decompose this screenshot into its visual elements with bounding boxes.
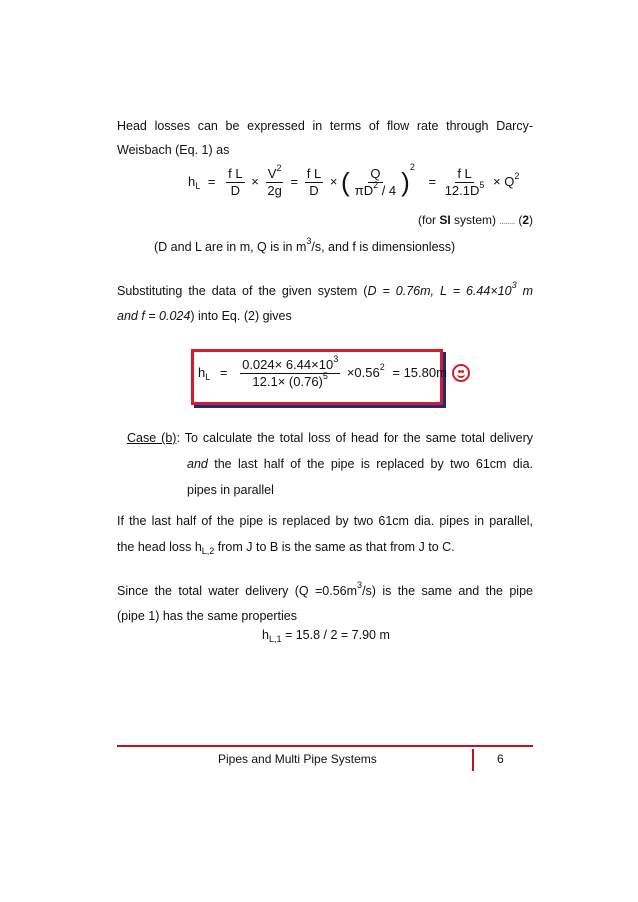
eq1-lhs: $h_L$: [188, 173, 201, 191]
eq1-label: (for SI system) ........ (2): [418, 213, 533, 227]
para4-line1: Since the total water delivery $(Q =0.56m^3/s)$ is the same and the pipe: [117, 580, 533, 598]
eq1-term1: $\frac{\text{f L}}{D}$: [228, 166, 243, 198]
para3-line1: If the last half of the pipe is replaced by two 61cm dia. pipes in parallel,: [117, 514, 533, 528]
eq2-lhs: $h_L$: [198, 364, 211, 382]
case-b-line2: and the last half of the pipe is replaced by two 61cm dia.: [187, 457, 533, 471]
smiley-icon: [452, 364, 470, 382]
eq1-term2: $\frac{V^2}{2g}$: [267, 163, 282, 198]
eq2-fraction: $\frac{0.024\times 6.44\times 10^3}{12.1\times (0.76)^5}$: [242, 354, 339, 389]
para2-line1: Substituting the data of the given system (D = 0.76m, $L = 6.44\times 10^3$ m: [117, 280, 533, 298]
case-b-line3: pipes in parallel: [187, 483, 274, 497]
eq1-term5: $\frac{\text{f L}}{12.1D^5}$: [444, 166, 485, 198]
para1-line2: Weisbach (Eq. 1) as: [117, 143, 230, 157]
footer-title: Pipes and Multi Pipe Systems: [218, 752, 377, 766]
footer-rule: [117, 745, 533, 747]
para1-line1: Head losses can be expressed in terms of flow rate through Darcy-: [117, 119, 533, 133]
footer-divider: [472, 749, 474, 771]
equation-3: $h_{L,1} = 15.8 / 2 = 7.90$ m: [262, 628, 390, 644]
equation-1: $h_L$ = $\frac{\text{f L}}{D}$ × $\frac{V^2}{2g}$ = $\frac{\text{f L}}{D}$ × ( $\frac{Q}{\pi D^2 / 4}$ )$^2$ = $\frac{\text{f L}}{12.1D^5}$ × $Q^2$: [188, 161, 520, 198]
eq1-term4: $\frac{Q}{\pi D^2 / 4}$: [354, 166, 397, 198]
para3-line2: the head loss $h_{L,2}$ from J to B is the same as that from J to C.: [117, 540, 455, 556]
equation-2: $h_L$ = $\frac{0.024\times 6.44\times 10^3}{12.1\times (0.76)^5}$ $\times 0.56^2 = 15.80m$: [198, 354, 447, 389]
eq1-term3: $\frac{\text{f L}}{D}$: [306, 166, 322, 198]
units-note: (D and L are in m, Q is in $m^3/s$, and f is dimensionless): [154, 236, 456, 254]
case-b-line1: Case (b): To calculate the total loss of head for the same total delivery: [127, 431, 533, 445]
para2-line2: and f = 0.024) into Eq. (2) gives: [117, 309, 292, 323]
para4-line2: (pipe 1) has the same properties: [117, 609, 297, 623]
page-number: 6: [497, 752, 504, 766]
case-b-label: Case (b): [127, 431, 177, 445]
